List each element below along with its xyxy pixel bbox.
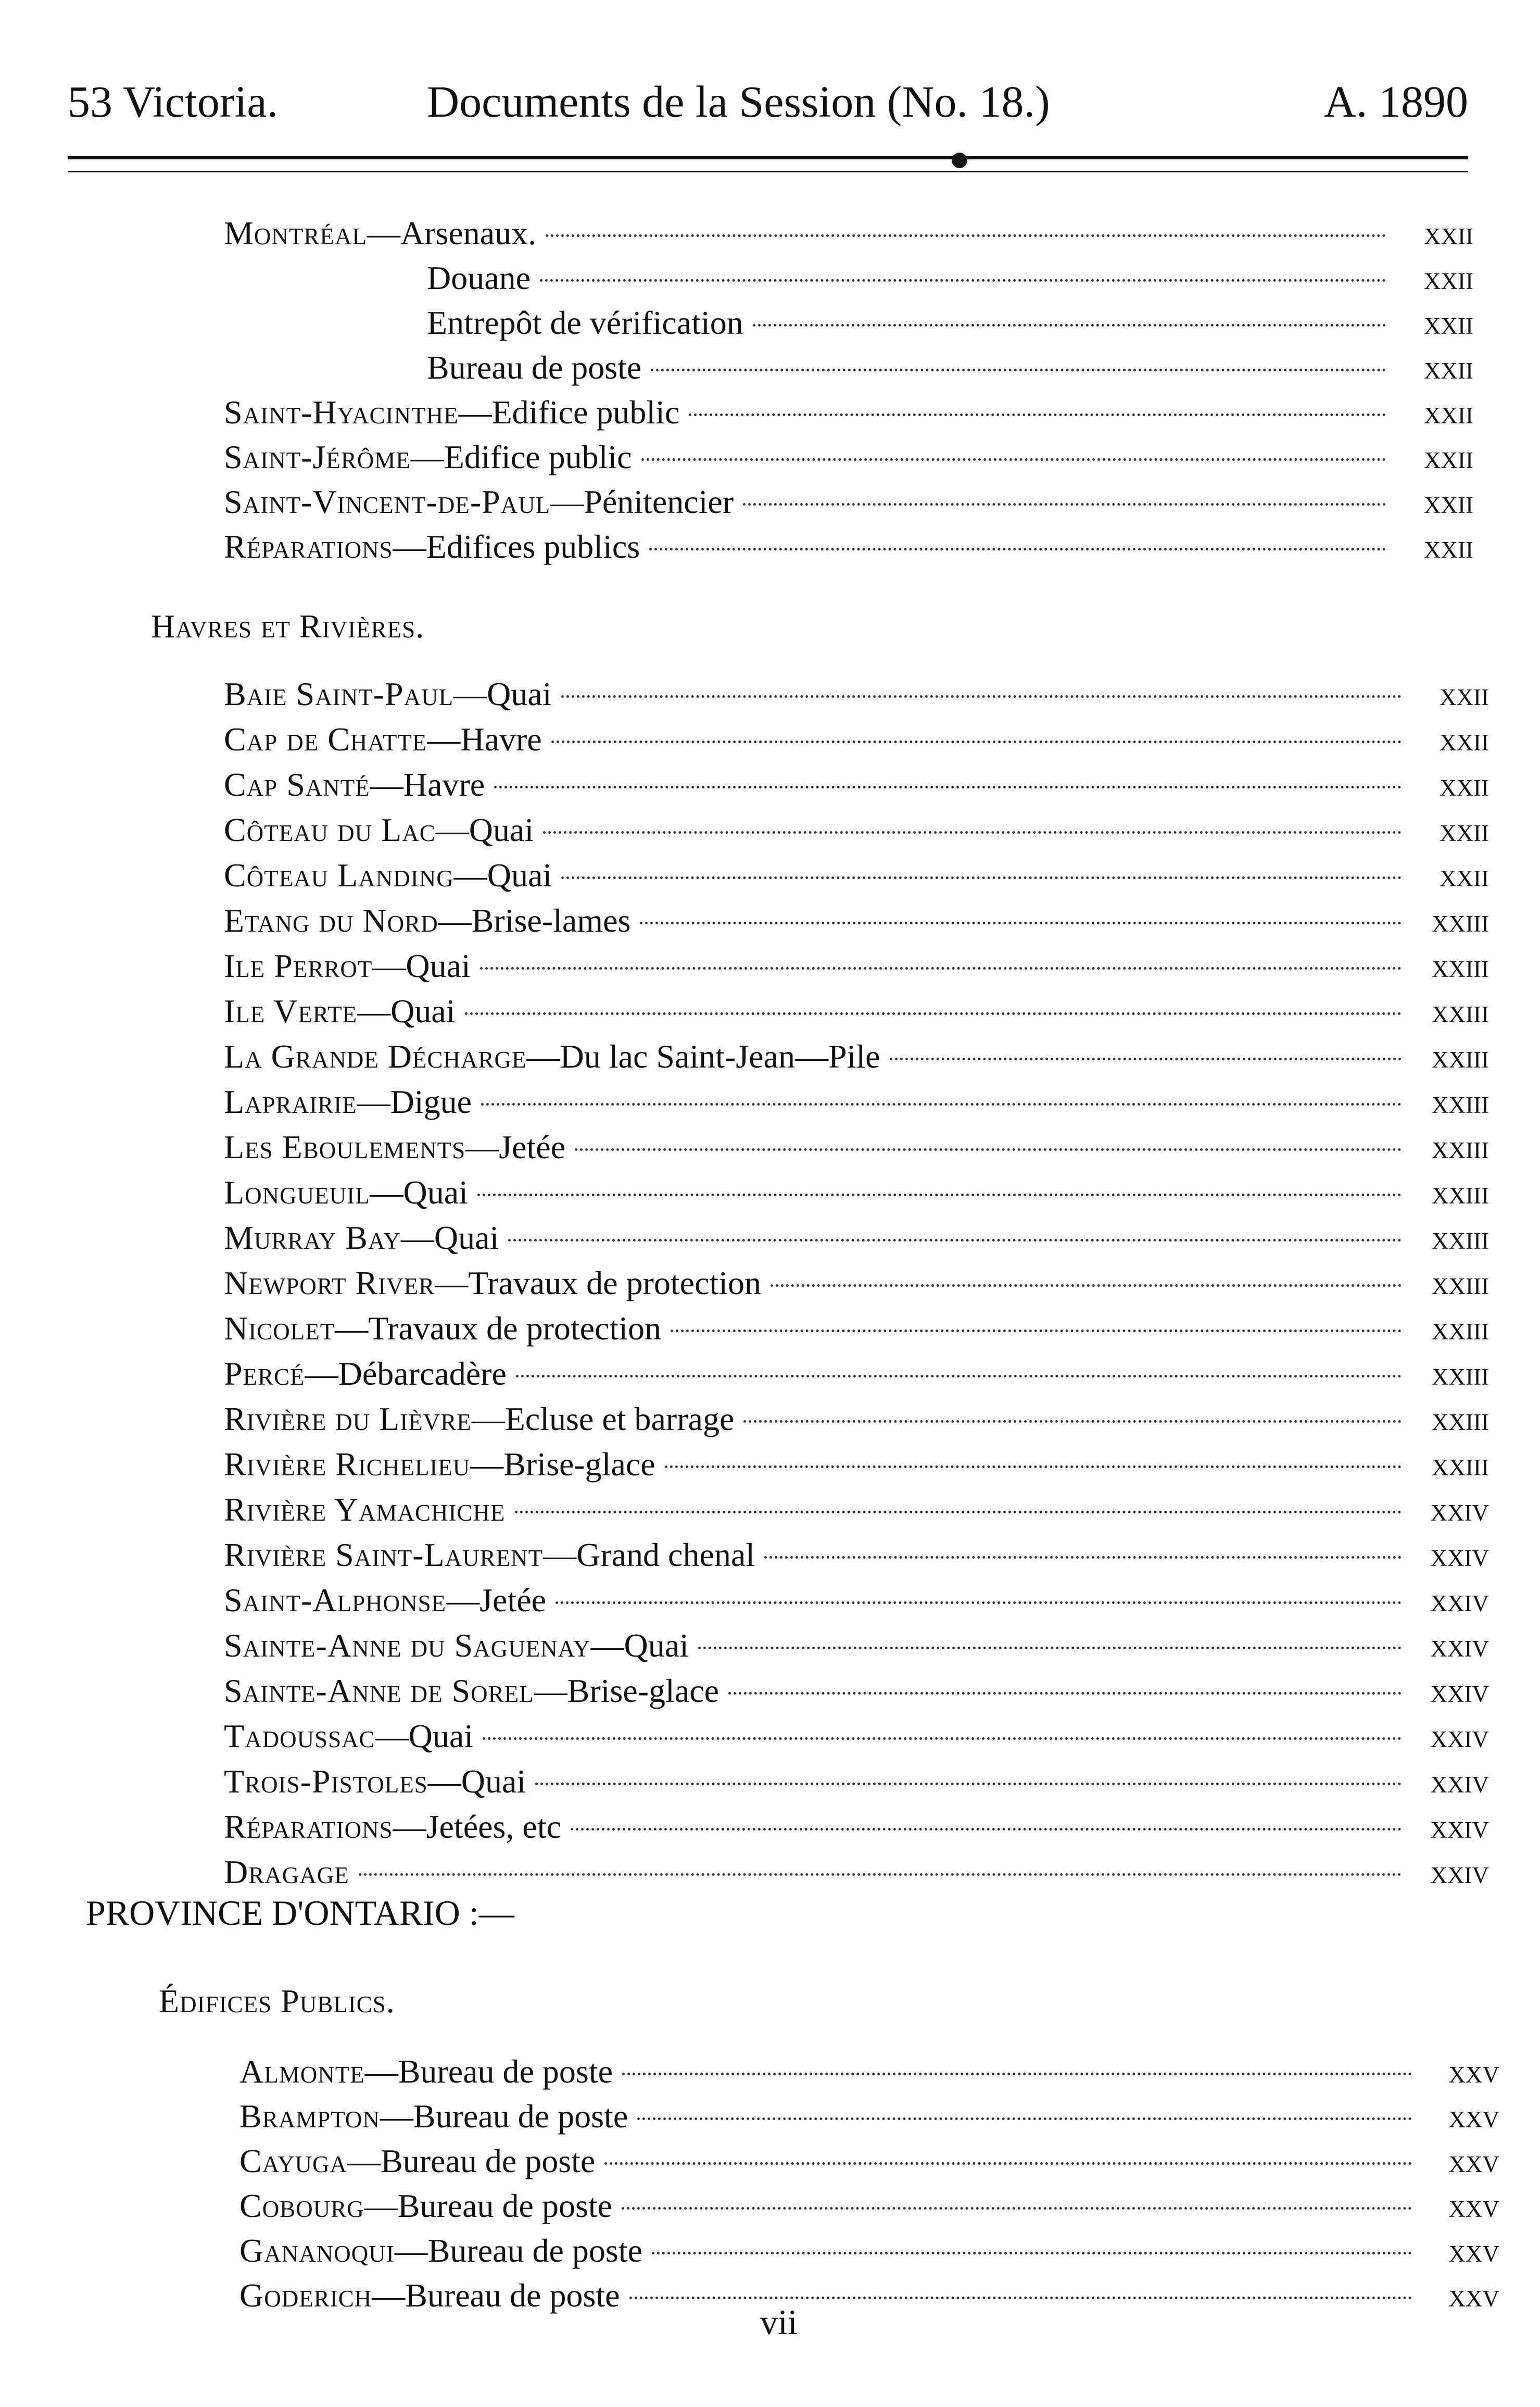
entry-place: La Grande Décharge [224, 1038, 527, 1075]
index-entry [239, 2139, 1499, 2184]
entry-separator: — [364, 2187, 398, 2224]
entry-description: Quai [487, 857, 552, 894]
entry-separator: — [446, 1582, 480, 1619]
entry-place: Ile Verte [224, 993, 358, 1030]
dot-leader [535, 1783, 1402, 1785]
entry-description: Bureau de poste [427, 2232, 642, 2269]
entry-separator: — [458, 394, 492, 431]
entry-description: Douane [427, 259, 531, 296]
entry-label [224, 435, 632, 480]
entry-separator: — [357, 993, 391, 1030]
entry-description: Havre [403, 766, 485, 803]
index-entry [224, 480, 1473, 524]
entry-place: Côteau Landing [224, 857, 454, 894]
entry-page-number: xxiii [1432, 1355, 1489, 1392]
entry-separator: — [471, 1400, 505, 1437]
entry-place: Newport River [224, 1264, 435, 1301]
entry-description: Brise-glace [567, 1672, 719, 1709]
entry-place: Etang du Nord [224, 902, 438, 939]
entry-label [224, 989, 456, 1034]
entry-place: Percé [224, 1355, 305, 1392]
entry-description: Quai [461, 1763, 526, 1800]
dot-leader [743, 1420, 1402, 1423]
entry-label [224, 390, 679, 435]
index-entry [224, 1850, 1489, 1895]
entry-page-number: xxii [1440, 675, 1489, 712]
entry-place: Laprairie [224, 1083, 357, 1120]
entry-description: Du lac Saint-Jean—Pile [560, 1038, 880, 1075]
entry-separator: — [438, 902, 472, 939]
entry-page-number: xxiii [1432, 1310, 1489, 1347]
entry-page-number: xxv [1448, 2142, 1499, 2179]
running-header [68, 73, 1468, 130]
entry-description: Entrepôt de vérification [427, 304, 743, 341]
entry-separator: — [367, 215, 400, 252]
index-entry [224, 1397, 1489, 1441]
entry-separator: — [305, 1355, 338, 1392]
entry-separator: — [543, 1536, 577, 1573]
entry-place: Réparations [224, 528, 393, 565]
entry-page-number: xxii [1424, 394, 1473, 431]
entry-description: Edifices publics [426, 528, 640, 565]
entry-page-number: xxii [1424, 528, 1473, 565]
entry-label [224, 1487, 506, 1532]
entry-separator: — [435, 1264, 469, 1301]
entry-place: Cayuga [239, 2142, 348, 2179]
entry-place: Saint-Hyacinthe [224, 394, 459, 431]
entry-separator: — [465, 1129, 499, 1165]
entry-description: Digue [390, 1083, 472, 1120]
entry-separator: — [375, 1718, 409, 1754]
dot-leader [575, 1148, 1402, 1151]
entry-place: Rivière Richelieu [224, 1446, 471, 1483]
entry-label [427, 300, 743, 345]
entry-label [224, 1351, 507, 1396]
dot-leader [637, 2117, 1412, 2120]
entry-label [224, 1533, 755, 1577]
entry-description: Travaux de protection [468, 1264, 762, 1301]
entry-separator: — [427, 721, 461, 758]
entry-description: Quai [390, 993, 456, 1030]
dot-leader [771, 1284, 1402, 1287]
entry-description: Quai [406, 947, 471, 984]
entry-separator: — [526, 1038, 560, 1075]
entry-separator: — [357, 1083, 390, 1120]
entry-page-number: xxiii [1432, 1264, 1489, 1301]
entry-label [224, 853, 552, 898]
index-entry [224, 524, 1473, 569]
entry-separator: — [550, 483, 584, 520]
entry-page-number: xxv [1448, 2232, 1499, 2269]
entry-place: Gananoqui [239, 2232, 395, 2269]
index-entry [224, 1034, 1489, 1079]
dot-leader [641, 458, 1386, 461]
entry-separator: — [372, 947, 406, 984]
entry-page-number: xxii [1424, 304, 1473, 341]
header-document-title: Documents de la Session (No. 18.) [427, 77, 1050, 127]
entry-description: Quai [403, 1174, 468, 1211]
dot-leader [728, 1692, 1402, 1695]
entry-place: Longueuil [224, 1174, 370, 1211]
index-entry [224, 1578, 1489, 1623]
entry-page-number: xxii [1424, 259, 1473, 296]
entry-description: Jetée [479, 1582, 547, 1619]
entry-page-number: xxiii [1432, 1174, 1489, 1211]
dot-leader [556, 1601, 1402, 1604]
entry-page-number: xxii [1440, 721, 1489, 758]
index-entry [224, 1533, 1489, 1577]
dot-leader [516, 1375, 1402, 1377]
entry-place: Goderich [239, 2277, 372, 2314]
entry-place: Côteau du Lac [224, 811, 436, 848]
entry-label [224, 672, 552, 717]
dot-leader [571, 1828, 1402, 1831]
index-entry [224, 1487, 1489, 1532]
dot-leader [515, 1511, 1402, 1513]
entry-label [224, 1080, 472, 1124]
dot-leader [629, 2297, 1412, 2299]
entry-label [224, 1714, 473, 1759]
entry-separator: — [470, 1446, 504, 1483]
entry-place: Saint-Jérôme [224, 438, 411, 475]
index-entry [224, 1080, 1489, 1124]
entry-place: Nicolet [224, 1310, 335, 1347]
index-entry [224, 1125, 1489, 1170]
dot-leader [890, 1058, 1402, 1060]
entry-separator: — [453, 675, 487, 712]
entry-place: Cap de Chatte [224, 721, 427, 758]
entry-description: Grand chenal [576, 1536, 755, 1573]
dot-leader [540, 279, 1386, 282]
entry-label [224, 1170, 468, 1215]
entry-description: Quai [408, 1718, 474, 1754]
index-entry [224, 1351, 1489, 1396]
dot-leader [743, 503, 1386, 506]
entry-page-number: xxiii [1432, 902, 1489, 939]
entry-page-number: xxiv [1430, 1627, 1489, 1664]
entry-separator: — [380, 2098, 413, 2135]
header-year: A. 1890 [1323, 77, 1468, 127]
entry-page-number: xxiv [1430, 1763, 1489, 1800]
entry-page-number: xxv [1448, 2277, 1499, 2314]
rule-ornament-icon [952, 153, 967, 168]
index-entry [224, 1714, 1489, 1759]
entry-description: Bureau de poste [413, 2098, 628, 2135]
index-entry [224, 1759, 1489, 1804]
index-entry [239, 2184, 1499, 2228]
entry-separator: — [435, 811, 469, 848]
entry-page-number: xxiv [1430, 1536, 1489, 1573]
entry-description: Edifice public [491, 394, 680, 431]
entry-place: Rivière du Lièvre [224, 1400, 472, 1437]
dot-leader [494, 786, 1402, 788]
index-entry [224, 1669, 1489, 1713]
entry-description: Edifice public [444, 438, 632, 475]
entry-description: Bureau de poste [405, 2277, 620, 2314]
dot-leader [604, 2162, 1412, 2165]
entry-place: Cobourg [239, 2187, 364, 2224]
entry-description: Quai [624, 1627, 689, 1664]
dot-leader [689, 413, 1386, 416]
entry-label [224, 1578, 546, 1623]
entry-page-number: xxiii [1432, 1129, 1489, 1165]
entry-description: Bureau de poste [381, 2142, 596, 2179]
entry-place: Sainte-Anne de Sorel [224, 1672, 534, 1709]
section-province-ontario: PROVINCE D'ONTARIO :— [86, 1893, 514, 1933]
entry-place: Rivière Yamachiche [224, 1491, 506, 1528]
dot-leader [546, 234, 1386, 237]
entry-page-number: xxiii [1432, 1446, 1489, 1483]
entry-place: Trois-Pistoles [224, 1763, 428, 1800]
entry-label [224, 1759, 526, 1804]
entry-page-number: xxii [1424, 483, 1473, 520]
index-entry [239, 2049, 1499, 2094]
index-entry [224, 1170, 1489, 1215]
entry-label [224, 1850, 349, 1895]
index-entry [224, 672, 1489, 717]
dot-leader [481, 1103, 1402, 1106]
entry-label [224, 1442, 655, 1487]
index-entry [239, 2273, 1499, 2318]
index-entry [224, 390, 1473, 435]
entry-label [224, 1261, 761, 1306]
entry-description: Brise-glace [503, 1446, 655, 1483]
index-entry [224, 1215, 1489, 1260]
dot-leader [359, 1873, 1402, 1876]
entry-place: Rivière Saint-Laurent [224, 1536, 544, 1573]
dot-leader [671, 1330, 1402, 1332]
entry-separator: — [410, 438, 444, 475]
dot-leader [753, 324, 1386, 327]
entry-label [224, 944, 471, 988]
entry-page-number: xxv [1448, 2187, 1499, 2224]
dot-leader [764, 1556, 1402, 1559]
entry-label [239, 2049, 613, 2094]
entry-label [427, 345, 641, 390]
dot-leader [622, 2073, 1412, 2075]
index-entry [224, 898, 1489, 943]
entry-page-number: xxiii [1432, 947, 1489, 984]
entry-description: Bureau de poste [427, 349, 642, 386]
entry-page-number: xxv [1448, 2053, 1499, 2090]
dot-leader [508, 1239, 1402, 1242]
entry-separator: — [453, 857, 487, 894]
entry-place: Saint-Vincent-de-Paul [224, 483, 551, 520]
entry-description: Travaux de protection [368, 1310, 662, 1347]
entry-label [224, 717, 542, 762]
dot-leader [640, 922, 1402, 924]
page-folio: vii [760, 2302, 798, 2342]
index-entry [427, 300, 1473, 345]
entry-separator: — [393, 1808, 426, 1845]
entry-place: Murray Bay [224, 1219, 401, 1256]
index-entry [224, 1306, 1489, 1351]
dot-leader [465, 1012, 1402, 1015]
entry-label [224, 1669, 719, 1713]
entry-description: Bureau de poste [397, 2187, 613, 2224]
entry-separator: — [534, 1672, 567, 1709]
dot-leader [665, 1465, 1402, 1468]
entry-place: Saint-Alphonse [224, 1582, 447, 1619]
entry-label [239, 2094, 628, 2139]
entry-description: Jetées, etc [426, 1808, 561, 1845]
entry-label [239, 2273, 620, 2318]
index-entry [224, 1442, 1489, 1487]
entry-description: Brise-lames [471, 902, 631, 939]
entry-label [239, 2228, 642, 2273]
entry-separator: — [372, 2277, 406, 2314]
entry-description: Bureau de poste [398, 2053, 613, 2090]
entry-description: Arsenaux. [400, 215, 537, 252]
entry-place: Les Eboulements [224, 1129, 466, 1165]
index-entry [427, 256, 1473, 300]
entry-page-number: xxiii [1432, 1083, 1489, 1120]
dot-leader [480, 967, 1402, 970]
dot-leader [561, 876, 1402, 879]
entry-page-number: xxv [1448, 2098, 1499, 2135]
index-entry [224, 808, 1489, 853]
entry-page-number: xxii [1424, 438, 1473, 475]
section-havres-et-rivieres: Havres et Rivières. [151, 608, 425, 645]
index-entry [224, 1623, 1489, 1668]
entry-label [224, 762, 485, 807]
dot-leader [698, 1647, 1402, 1649]
dot-leader [652, 2252, 1412, 2254]
section-edifices-publics: Édifices Publics. [159, 1983, 395, 2020]
entry-label [224, 524, 640, 569]
entry-separator: — [364, 2053, 398, 2090]
entry-place: Montréal [224, 215, 367, 252]
dot-leader [649, 548, 1386, 550]
entry-place: Ile Perrot [224, 947, 373, 984]
header-rule-thin [68, 171, 1468, 172]
entry-page-number: xxiv [1430, 1718, 1489, 1754]
entry-page-number: xxiii [1432, 1219, 1489, 1256]
entry-place: Réparations [224, 1808, 393, 1845]
entry-label [224, 1215, 499, 1260]
entry-description: Quai [434, 1219, 499, 1256]
entry-place: Brampton [239, 2098, 380, 2135]
entry-place: Sainte-Anne du Saguenay [224, 1627, 591, 1664]
entry-description: Ecluse et barrage [504, 1400, 735, 1437]
index-entry [239, 2094, 1499, 2139]
entry-separator: — [347, 2142, 381, 2179]
entry-page-number: xxiv [1430, 1808, 1489, 1845]
index-entry [239, 2228, 1499, 2273]
entry-description: Débarcadère [338, 1355, 507, 1392]
index-entry [224, 717, 1489, 762]
entry-label [224, 1306, 661, 1351]
entry-label [239, 2139, 595, 2184]
entry-separator: — [370, 766, 403, 803]
entry-label [224, 211, 536, 256]
index-entry [224, 944, 1489, 988]
index-entry [224, 989, 1489, 1034]
entry-page-number: xxiv [1430, 1491, 1489, 1528]
entry-place: Cap Santé [224, 766, 370, 803]
entry-page-number: xxiii [1432, 1400, 1489, 1437]
entry-separator: — [393, 528, 426, 565]
entry-separator: — [335, 1310, 369, 1347]
entry-page-number: xxii [1424, 349, 1473, 386]
dot-leader [543, 831, 1402, 834]
entry-page-number: xxiv [1430, 1582, 1489, 1619]
entry-separator: — [394, 2232, 428, 2269]
index-entry [427, 345, 1473, 390]
header-rule-thick [68, 156, 1468, 159]
entry-label [224, 1397, 734, 1441]
entry-separator: — [590, 1627, 624, 1664]
entry-description: Havre [460, 721, 542, 758]
entry-place: Baie Saint-Paul [224, 675, 454, 712]
entry-place: Almonte [239, 2053, 365, 2090]
entry-label [224, 1623, 689, 1668]
index-entry [224, 211, 1473, 256]
entry-label [427, 256, 531, 300]
index-entry [224, 435, 1473, 480]
entry-page-number: xxiii [1432, 1038, 1489, 1075]
entry-page-number: xxii [1424, 215, 1473, 252]
dot-leader [483, 1737, 1402, 1740]
index-entry [224, 1804, 1489, 1849]
entry-description: Quai [487, 675, 552, 712]
entry-place: Dragage [224, 1853, 349, 1890]
entry-description: Jetée [499, 1129, 566, 1165]
entry-label [224, 480, 734, 524]
index-entry [224, 762, 1489, 807]
dot-leader [477, 1194, 1402, 1196]
dot-leader [622, 2207, 1412, 2210]
entry-page-number: xxiv [1430, 1672, 1489, 1709]
dot-leader [651, 369, 1386, 371]
entry-description: Pénitencier [584, 483, 734, 520]
entry-page-number: xxiii [1432, 993, 1489, 1030]
entry-separator: — [400, 1219, 434, 1256]
entry-label [224, 808, 534, 853]
entry-page-number: xxiv [1430, 1853, 1489, 1890]
entry-label [239, 2184, 612, 2228]
entry-page-number: xxii [1440, 857, 1489, 894]
index-entry [224, 853, 1489, 898]
entry-separator: — [370, 1174, 403, 1211]
entry-label [224, 1125, 565, 1170]
entry-description: Quai [469, 811, 534, 848]
dot-leader [561, 695, 1402, 698]
entry-label [224, 1034, 880, 1079]
entry-page-number: xxii [1440, 766, 1489, 803]
index-entry [224, 1261, 1489, 1306]
entry-label [224, 898, 630, 943]
entry-label [224, 1804, 561, 1849]
header-session: 53 Victoria. [68, 77, 279, 127]
entry-place: Tadoussac [224, 1718, 375, 1754]
entry-separator: — [427, 1763, 461, 1800]
dot-leader [551, 741, 1402, 743]
entry-page-number: xxii [1440, 811, 1489, 848]
